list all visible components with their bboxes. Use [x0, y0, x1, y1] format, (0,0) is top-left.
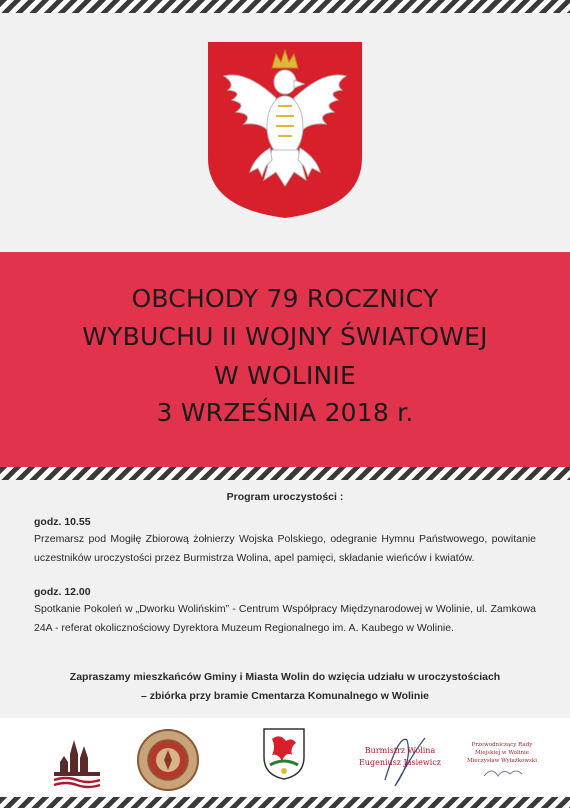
- regional-seal-icon: [136, 728, 200, 792]
- title-line-3: W WOLINIE: [213, 361, 357, 390]
- griffin-shield-icon: [262, 727, 306, 781]
- event-description-2: Spotkanie Pokoleń w „Dworku Wolińskim” - Centrum Współpracy Międzynarodowej w Wolinie, ul. Zamkowa 24A - referat okolicznościowy Dyrektora Muzeum Regionalnego im. A. Kaubego w Wolinie.: [34, 603, 536, 634]
- invitation-line-2: – zbiórka przy bramie Cmentarza Komunalnego w Wolinie: [140, 690, 430, 702]
- title-line-1: OBCHODY 79 ROCZNICY: [131, 284, 439, 313]
- mayor-name: Eugeniusz Jasiewicz: [358, 758, 442, 767]
- title-line-2: WYBUCHU II WOJNY ŚWIATOWEJ: [82, 322, 488, 351]
- event-time-2: godz. 12.00: [34, 586, 91, 598]
- title-line-4: 3 WRZEŚNIA 2018 r.: [156, 398, 414, 427]
- logos-strip: [0, 718, 570, 797]
- invitation-line-1: Zapraszamy mieszkańców Gminy i Miasta Wolin do wzięcia udziału w uroczystościach: [69, 671, 501, 683]
- council-title-line-1: Przewodniczący Rady: [471, 742, 533, 748]
- middle-stripe-border: [0, 467, 570, 480]
- program-heading: Program uroczystości :: [226, 491, 344, 503]
- event-description-1: Przemarsz pod Mogiłę Zbiorową żołnierzy Wojska Polskiego, odegranie Hymnu Państwowego, powitanie uczestników uroczystości przez Burmistrza Wolina, apel pamięci, składanie wieńców i kwiatów.: [34, 533, 536, 564]
- event-time-1: godz. 10.55: [34, 516, 91, 528]
- bottom-stripe-border: [0, 797, 570, 808]
- council-chairman-name: Mieczysław Wyłażkowski: [467, 758, 537, 764]
- council-title-line-2: Miejskiej w Wolinie: [474, 750, 530, 756]
- top-stripe-border: [0, 0, 570, 13]
- council-chairman-signature: [462, 732, 542, 792]
- castle-logo-icon: [52, 732, 102, 790]
- polish-eagle-emblem-icon: [206, 40, 364, 220]
- mayor-title: Burmistrz Wolina: [364, 746, 436, 755]
- signature-icon: [462, 732, 542, 792]
- mayor-signature: [355, 730, 445, 790]
